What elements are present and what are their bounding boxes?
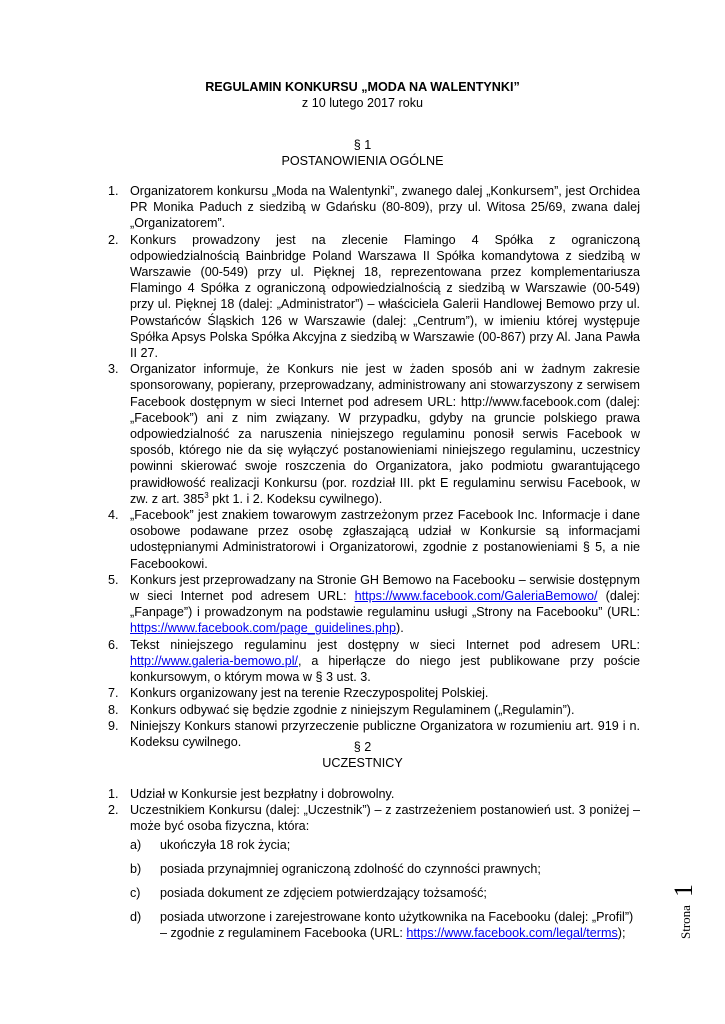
section-1-symbol: § 1 (353, 138, 372, 152)
item-number: 2. (108, 803, 119, 818)
item-text-cont: pkt 1. i 2. Kodeksu cywilnego). (208, 491, 383, 506)
list-item (108, 361, 640, 507)
list-item (108, 183, 640, 232)
document-title: REGULAMIN KONKURSU „MODA NA WALENTYNKI” (205, 80, 520, 94)
superscript: 3 (204, 490, 209, 500)
sub-item-text: posiada dokument ze zdjęciem potwierdzający tożsamość; (160, 886, 487, 901)
list-item (108, 802, 640, 834)
item-text: Konkurs prowadzony jest na zlecenie Flamingo 4 Spółka z ograniczoną odpowiedzialnością Bainbridge Poland Warszawa II Spółka komandytowa z siedzibą w Warszawie (00-549) przy ul. Pięknej 18, reprezentowana przez komplementariusza Flamingo 4 Spółka z ograniczoną odpowiedzialnością z siedzibą w Warszawie (00-549) przy ul. Pięknej 18 (dalej: „Administrator”) – właściciela Galerii Handlowej Bemowo przy ul. Powstańców Śląskich 126 w Warszawie (dalej: „Centrum”), w imieniu której występuje Spółka Apsys Polska Spółka Akcyjna z siedzibą w Warszawie (00-867) przy Al. Jana Pawła II 27. (130, 232, 640, 361)
list-item (108, 685, 640, 701)
sub-item-letter: d) (130, 910, 142, 925)
sub-list-item (130, 909, 640, 941)
sub-list-item (130, 861, 640, 877)
list-item (108, 702, 640, 718)
item-text: Konkurs odbywać się będzie zgodnie z niniejszym Regulaminem („Regulamin”). (130, 702, 575, 717)
item-text: Uczestnikiem Konkursu (dalej: „Uczestnik”) – z zastrzeżeniem postanowień ust. 3 poniżej – może być osoba fizyczna, która: (130, 803, 640, 834)
item-text: Niniejszy Konkurs stanowi przyrzeczenie publiczne Organizatora w rozumieniu art. 919 i n. Kodeksu cywilnego. (130, 718, 640, 749)
section-1-list (108, 183, 640, 750)
item-number: 1. (108, 787, 119, 801)
section-1-heading: POSTANOWIENIA OGÓLNE (281, 154, 444, 168)
page-number-marker (668, 865, 698, 945)
sub-item-text: ukończyła 18 rok życia; (160, 837, 291, 852)
sub-item-letter: b) (130, 861, 142, 876)
document-date: z 10 lutego 2017 roku (301, 96, 424, 110)
item-number: 1. (108, 184, 119, 198)
galeria-bemowo-link[interactable]: http://www.galeria-bemowo.pl/ (130, 653, 298, 668)
page-label: Strona (678, 905, 693, 939)
item-number: 2. (108, 232, 119, 247)
list-item (108, 507, 640, 572)
sub-list-item (130, 837, 640, 853)
item-text: „Facebook” jest znakiem towarowym zastrzeżonym przez Facebook Inc. Informacje i dane osobowe podawane przez osobę zgłaszającą udział w Konkursie są informacjami udostępnianymi Administratorowi i Organizatorowi, zgodnie z postanowieniami § 5, a nie Facebookowi. (130, 508, 640, 571)
list-item (108, 786, 640, 802)
item-text: Konkurs organizowany jest na terenie Rzeczypospolitej Polskiej. (130, 686, 489, 701)
sub-list-item (130, 885, 640, 901)
item-number: 3. (108, 362, 119, 377)
fanpage-link[interactable]: https://www.facebook.com/GaleriaBemowo/ (354, 589, 598, 604)
sub-item-text-end: ); (617, 926, 626, 941)
page-guidelines-link[interactable]: https://www.facebook.com/page_guidelines.php (130, 621, 397, 636)
item-text-cont: , a hiperłącze do niego jest publikowane przy poście konkursowym, o którym mowa w § 3 ust. 3. (130, 653, 640, 685)
section-2-symbol: § 2 (353, 740, 372, 754)
list-item (108, 232, 640, 362)
sub-item-letter: c) (130, 886, 141, 901)
item-text: Udział w Konkursie jest bezpłatny i dobrowolny. (130, 787, 395, 801)
facebook-terms-link[interactable]: https://www.facebook.com/legal/terms (406, 926, 618, 941)
sub-item-letter: a) (130, 837, 142, 852)
sub-item-text: posiada przynajmniej ograniczoną zdolność do czynności prawnych; (160, 861, 541, 876)
item-text-cont: (dalej: „Fanpage”) i prowadzonym na podstawie regulaminu usługi „Strony na Facebooku” (URL: (130, 589, 640, 620)
item-number: 9. (108, 718, 119, 733)
item-number: 5. (108, 572, 119, 587)
section-2-list (108, 786, 640, 942)
item-text: Organizatorem konkursu „Moda na Walentynki”, zwanego dalej „Konkursem”, jest Orchidea PR Monika Paduch z siedzibą w Gdańsku (80-809), przy ul. Witosa 25/69, zwana dalej „Organizatorem”. (130, 184, 640, 231)
item-text: Tekst niniejszego regulaminu jest dostępny w sieci Internet pod adresem URL: (130, 637, 640, 652)
page-number: 1 (669, 884, 698, 897)
item-text: Konkurs jest przeprowadzany na Stronie GH Bemowo na Facebooku – serwisie dostępnym w sieci Internet pod adresem URL: (130, 572, 640, 604)
item-text: Organizator informuje, że Konkurs nie jest w żaden sposób ani w żadnym zakresie sponsorowany, popierany, przeprowadzany, administrowany ani stowarzyszony z serwisem Facebook dostępnym w sieci Internet pod adresem URL: http://www.facebook.com (dalej: „Facebook”) ani z nim związany. W przypadku, gdyby na gruncie polskiego prawa odpowiedzialność za naruszenia niniejszego regulaminu ponosił serwis Facebook w sposób, którego nie da się wyłączyć postanowieniami niniejszego regulaminu, uczestnicy powinni skierować swoje roszczenia do Organizatora, jako podmiotu gwarantującego prawidłowość realizacji Konkursu (por. rozdział III. pkt E regulaminu serwisu Facebook, w zw. z art. 385 (130, 362, 640, 506)
item-number: 6. (108, 637, 119, 652)
section-2-heading: UCZESTNICY (322, 756, 403, 770)
list-item (108, 572, 640, 637)
list-item (108, 637, 640, 686)
item-text-end: ). (396, 621, 404, 636)
item-number: 4. (108, 508, 119, 523)
sub-item-text: posiada utworzone i zarejestrowane konto użytkownika na Facebooku (dalej: „Profil”) – zgodnie z regulaminem Facebooka (URL: (160, 910, 634, 941)
item-number: 8. (108, 702, 119, 717)
item-number: 7. (108, 686, 119, 701)
